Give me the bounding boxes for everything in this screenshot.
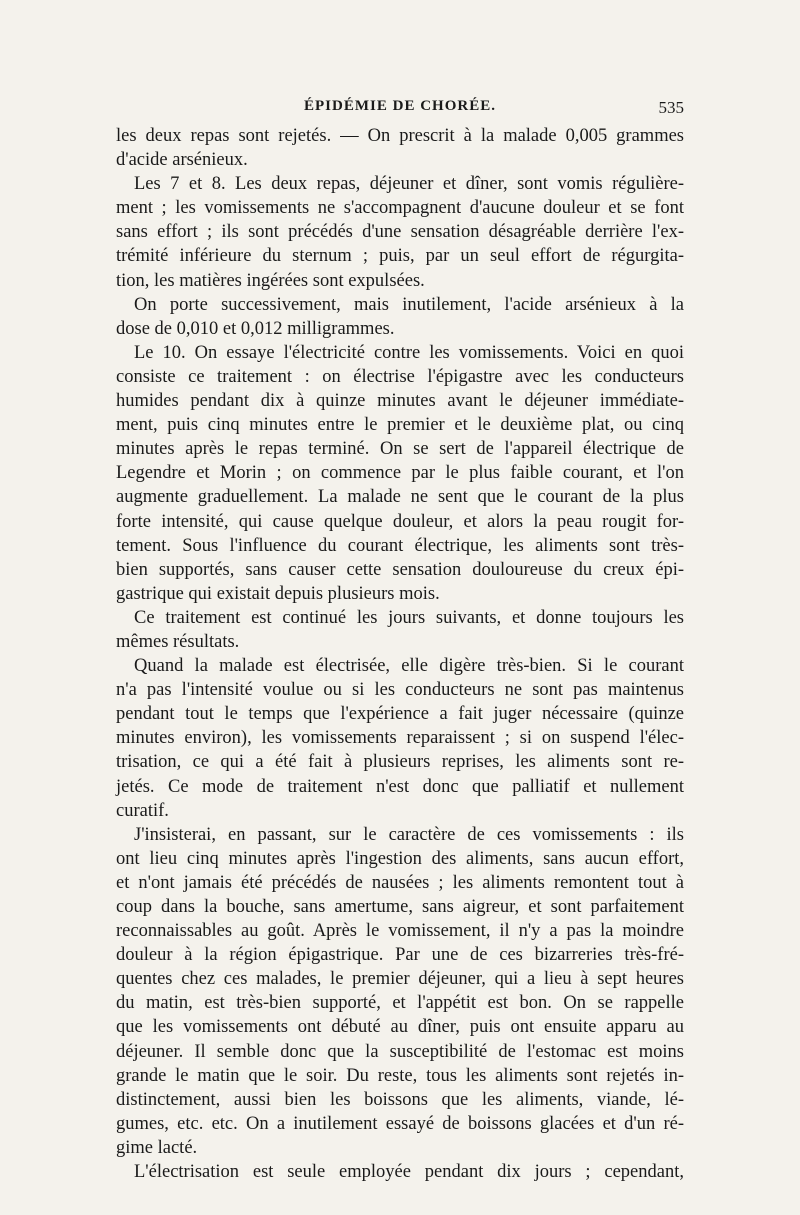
text-line: quentes chez ces malades, le premier déjeuner, qui a lieu à sept heures (116, 969, 684, 990)
text-line: ment ; les vomissements ne s'accompagnent d'aucune douleur et se font (116, 198, 684, 219)
text-line: n'a pas l'intensité voulue ou si les conducteurs ne sont pas maintenus (116, 680, 684, 701)
text-line: gime lacté. (116, 1137, 198, 1158)
text-line: jetés. Ce mode de traitement n'est donc que palliatif et nullement (116, 776, 684, 797)
text-line: trémité inférieure du sternum ; puis, par un seul effort de régurgita- (116, 246, 684, 267)
text-line: d'acide arsénieux. (116, 150, 248, 171)
body-text (116, 124, 684, 1184)
text-line: pendant tout le temps que l'expérience a fait juger nécessaire (quinze (116, 704, 684, 725)
text-line: trisation, ce qui a été fait à plusieurs reprises, les aliments sont re- (116, 752, 684, 773)
text-line: distinctement, aussi bien les boissons que les aliments, viande, lé- (116, 1089, 684, 1110)
running-head (116, 98, 684, 122)
text-line: mêmes résultats. (116, 631, 240, 652)
page-number: 535 (658, 98, 684, 117)
text-line: Ce traitement est continué les jours suivants, et donne toujours les (134, 607, 684, 628)
text-line: sans effort ; ils sont précédés d'une sensation désagréable derrière l'ex- (116, 222, 684, 243)
running-title: ÉPIDÉMIE DE CHORÉE. (304, 98, 496, 114)
text-line: ont lieu cinq minutes après l'ingestion des aliments, sans aucun effort, (116, 848, 684, 869)
text-line: minutes après le repas terminé. On se sert de l'appareil électrique de (116, 439, 684, 460)
text-line: grande le matin que le soir. Du reste, tous les aliments sont rejetés in- (116, 1065, 684, 1086)
text-line: que les vomissements ont débuté au dîner, puis ont ensuite apparu au (116, 1017, 684, 1038)
text-line: humides pendant dix à quinze minutes avant le déjeuner immédiate- (116, 391, 684, 412)
text-line: et n'ont jamais été précédés de nausées ; les aliments remontent tout à (116, 872, 684, 893)
text-line: tion, les matières ingérées sont expulsées. (116, 270, 425, 291)
text-line: J'insisterai, en passant, sur le caractère de ces vomissements : ils (134, 824, 684, 845)
text-line: coup dans la bouche, sans amertume, sans aigreur, et sont parfaitement (116, 897, 684, 917)
text-line: Le 10. On essaye l'électricité contre les vomissements. Voici en quoi (134, 342, 684, 363)
text-line: augmente graduellement. La malade ne sent que le courant de la plus (116, 487, 684, 508)
text-line: du matin, est très-bien supporté, et l'appétit est bon. On se rappelle (116, 993, 684, 1014)
text-line: On porte successivement, mais inutilement, l'acide arsénieux à la (134, 294, 684, 315)
text-line: Legendre et Morin ; on commence par le plus faible courant, et l'on (116, 463, 684, 484)
text-line: Les 7 et 8. Les deux repas, déjeuner et dîner, sont vomis régulière- (134, 174, 684, 195)
text-line: L'électrisation est seule employée pendant dix jours ; cependant, (134, 1162, 684, 1183)
text-line: déjeuner. Il semble donc que la susceptibilité de l'estomac est moins (116, 1041, 684, 1062)
text-line: minutes environ), les vomissements reparaissent ; si on suspend l'élec- (116, 728, 684, 749)
text-line: consiste ce traitement : on électrise l'épigastre avec les conducteurs (116, 366, 684, 387)
text-line: forte intensité, qui cause quelque douleur, et alors la peau rougit for- (116, 511, 684, 532)
text-line: reconnaissables au goût. Après le vomissement, il n'y a pas la moindre (116, 921, 684, 942)
text-line: curatif. (116, 800, 169, 821)
text-line: bien supportés, sans causer cette sensation douloureuse du creux épi- (116, 559, 684, 580)
text-line: Quand la malade est électrisée, elle digère très-bien. Si le courant (134, 656, 684, 677)
text-line: gastrique qui existait depuis plusieurs mois. (116, 583, 440, 604)
text-line: les deux repas sont rejetés. — On prescrit à la malade 0,005 grammes (116, 126, 684, 146)
text-line: ment, puis cinq minutes entre le premier et le deuxième plat, ou cinq (116, 415, 684, 436)
text-line: dose de 0,010 et 0,012 milligrammes. (116, 318, 395, 339)
text-line: gumes, etc. etc. On a inutilement essayé de boissons glacées et d'un ré- (116, 1113, 684, 1134)
text-line: douleur à la région épigastrique. Par une de ces bizarreries très-fré- (116, 945, 684, 966)
text-line: tement. Sous l'influence du courant électrique, les aliments sont très- (116, 535, 684, 556)
